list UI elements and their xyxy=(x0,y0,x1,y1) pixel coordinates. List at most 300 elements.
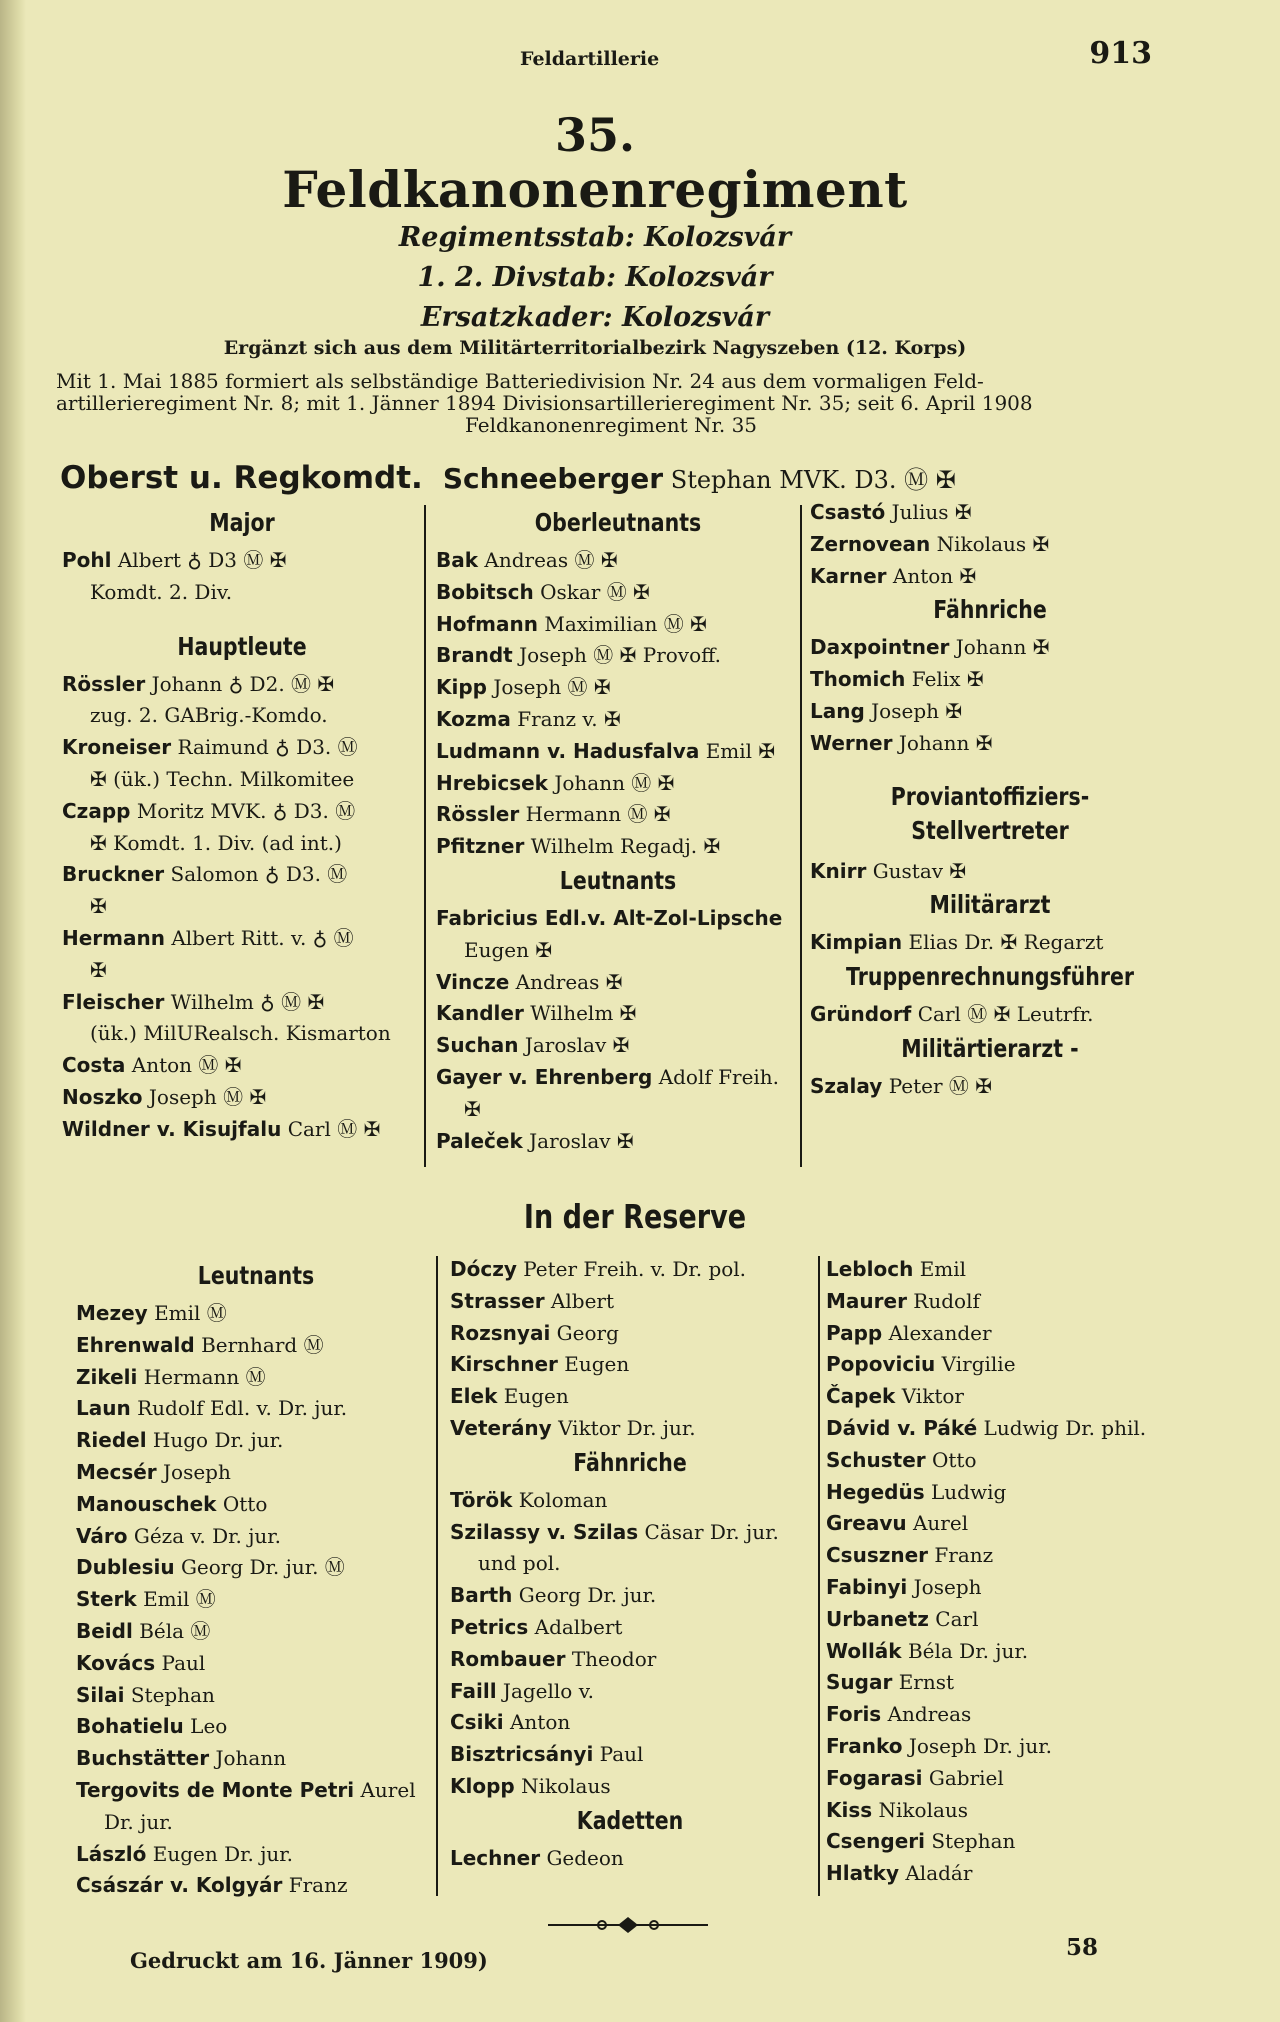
entry-continuation xyxy=(62,1018,422,1050)
officer-surname: Kipp xyxy=(436,675,487,700)
officer-entry xyxy=(436,903,800,935)
officer-details: Felix ✠ xyxy=(911,667,984,692)
officer-details: Emil Ⓜ xyxy=(143,1587,216,1612)
history-line: Feldkanonenregiment Nr. 35 xyxy=(464,413,758,437)
regiment-number: 35. xyxy=(554,108,636,162)
officer-details: Albert ♁ D3 Ⓜ ✠ xyxy=(117,548,287,572)
entry-continuation xyxy=(62,891,422,923)
officer-surname: Elek xyxy=(450,1384,498,1409)
officer-details: Georg Dr. jur. xyxy=(518,1583,657,1608)
officer-details: Anton xyxy=(509,1710,571,1735)
officer-details: Andreas ✠ xyxy=(515,969,623,994)
officer-entry xyxy=(76,1839,436,1871)
officer-surname: Rozsnyai xyxy=(450,1320,551,1345)
officer-surname: Laun xyxy=(76,1396,131,1421)
officer-details: Gustav ✠ xyxy=(872,858,967,883)
officer-entry xyxy=(826,1540,1186,1572)
officer-entry xyxy=(450,1517,810,1549)
officer-details: Joseph Ⓜ ✠ xyxy=(148,1084,267,1109)
officer-details: Joseph Ⓜ ✠ Provoff. xyxy=(519,643,722,668)
officer-entry xyxy=(826,1508,1186,1540)
officer-surname: Rombauer xyxy=(450,1646,566,1671)
officer-entry xyxy=(76,1425,436,1457)
officer-entry xyxy=(826,1699,1186,1731)
officer-entry xyxy=(450,1644,810,1676)
officer-entry xyxy=(826,1763,1186,1795)
section-heading: Leutnants xyxy=(197,1261,315,1290)
section-heading: Leutnants xyxy=(559,865,677,895)
officer-entry xyxy=(76,1521,436,1553)
officer-entry xyxy=(810,561,1170,593)
officer-details: Adalbert xyxy=(534,1614,623,1639)
officer-surname: Wildner v. Kisujfalu xyxy=(62,1116,282,1141)
officer-details: Anton Ⓜ ✠ xyxy=(131,1053,242,1078)
reserve-officers-column-3 xyxy=(826,1254,1186,1890)
officer-details: Johann ✠ xyxy=(898,730,993,755)
officer-entry xyxy=(810,497,1170,529)
officer-entry xyxy=(810,664,1170,696)
officer-surname: Dublesiu xyxy=(76,1555,175,1580)
officer-entry xyxy=(62,545,422,577)
officer-surname: Hofmann xyxy=(436,611,538,636)
reserve-cadre-line: Ersatzkader: Kolozsvár xyxy=(420,302,770,333)
spacer xyxy=(62,609,422,629)
officer-details: Gabriel xyxy=(928,1765,1004,1790)
officer-surname: Sterk xyxy=(76,1587,137,1612)
officer-entry xyxy=(826,1254,1186,1286)
officer-entry xyxy=(810,1071,1170,1103)
entry-continuation xyxy=(436,1094,800,1126)
officer-surname: Bisztricsányi xyxy=(450,1742,594,1767)
officer-surname: Pfitzner xyxy=(436,834,525,859)
officer-details: Carl xyxy=(935,1606,979,1631)
officer-surname: Klopp xyxy=(450,1773,515,1798)
regiment-history xyxy=(56,370,1166,436)
officer-details: Jaroslav ✠ xyxy=(529,1128,634,1153)
officer-details: Eugen xyxy=(503,1384,569,1409)
officer-entry xyxy=(450,1254,810,1286)
officer-entry xyxy=(450,1843,810,1875)
officer-details: Eugen xyxy=(564,1352,630,1377)
officer-entry xyxy=(62,669,422,701)
officer-details: Nikolaus xyxy=(521,1773,611,1798)
officer-details: Carl Ⓜ ✠ Leutrfr. xyxy=(917,1002,1094,1027)
officer-surname: Rössler xyxy=(62,671,146,696)
entry-continuation xyxy=(62,955,422,987)
officer-surname: Vincze xyxy=(436,969,510,994)
section-heading: Fähnriche xyxy=(573,1447,687,1477)
officer-entry xyxy=(62,796,422,828)
officer-entry xyxy=(826,1349,1186,1381)
officer-entry xyxy=(450,1318,810,1350)
officer-entry xyxy=(810,632,1170,664)
officer-details: Eugen Dr. jur. xyxy=(152,1841,294,1866)
officer-details: ✠ xyxy=(90,894,107,919)
officer-surname: Dóczy xyxy=(450,1257,517,1281)
officer-details: (ük.) MilURealsch. Kismarton xyxy=(90,1021,391,1046)
officer-surname: Gründorf xyxy=(810,1002,912,1027)
officer-entry xyxy=(76,1616,436,1648)
officer-entry xyxy=(450,1771,810,1803)
officer-details: Peter Ⓜ ✠ xyxy=(888,1073,992,1098)
officer-details: Maximilian Ⓜ ✠ xyxy=(544,611,707,636)
officer-surname: Bobitsch xyxy=(436,579,534,604)
officer-surname: Hegedüs xyxy=(826,1479,925,1504)
officer-details: Ludwig Dr. phil. xyxy=(983,1415,1147,1440)
officer-surname: Ehrenwald xyxy=(76,1332,195,1357)
recruitment-district: Ergänzt sich aus dem Militärterritorialbezirk Nagyszeben (12. Korps) xyxy=(223,337,967,359)
officer-entry xyxy=(826,1636,1186,1668)
officer-details: Aurel xyxy=(360,1777,416,1802)
officer-details: Hugo Dr. jur. xyxy=(152,1428,284,1453)
officer-entry xyxy=(450,1485,810,1517)
officer-surname: Kroneiser xyxy=(62,735,172,760)
officer-details: Rudolf Edl. v. Dr. jur. xyxy=(137,1396,348,1421)
officer-details: Joseph xyxy=(163,1459,231,1484)
officer-details: Gedeon xyxy=(546,1845,624,1870)
officer-entry xyxy=(76,1648,436,1680)
officer-surname: Pohl xyxy=(62,548,112,572)
active-officers-column-2 xyxy=(436,505,800,1157)
spacer xyxy=(810,760,1170,780)
entry-continuation xyxy=(436,935,800,967)
officer-surname: Török xyxy=(450,1487,513,1512)
officer-surname: László xyxy=(76,1841,147,1866)
officer-entry xyxy=(62,859,422,891)
officer-details: Johann Ⓜ ✠ xyxy=(554,770,675,795)
officer-surname: Noszko xyxy=(62,1084,143,1109)
officer-details: Géza v. Dr. jur. xyxy=(133,1523,282,1548)
officer-surname: Dávid v. Páké xyxy=(826,1415,978,1440)
section-heading: Truppenrechnungsführer xyxy=(846,962,1134,992)
officer-details: Julius ✠ xyxy=(891,500,972,524)
officer-details: Jagello v. xyxy=(502,1678,594,1703)
officer-entry xyxy=(826,1826,1186,1858)
officer-details: Albert Ritt. v. ♁ Ⓜ xyxy=(171,925,354,950)
officer-entry xyxy=(76,1711,436,1743)
officer-details: Béla Ⓜ xyxy=(139,1618,211,1643)
regiment-title: Feldkanonenregiment xyxy=(282,160,908,219)
officer-entry xyxy=(826,1604,1186,1636)
officer-entry xyxy=(436,998,800,1030)
officer-details: Eugen ✠ xyxy=(464,937,553,962)
officer-entry xyxy=(436,831,800,863)
officer-details: Joseph Dr. jur. xyxy=(908,1733,1052,1758)
officer-surname: Silai xyxy=(76,1682,125,1707)
officer-entry xyxy=(810,529,1170,561)
officer-entry xyxy=(826,1858,1186,1890)
officer-surname: Maurer xyxy=(826,1288,907,1313)
officer-entry xyxy=(810,696,1170,728)
history-line: artillerieregiment Nr. 8; mit 1. Jänner 1894 Divisionsartillerieregiment Nr. 35; seit 6. April 1908 xyxy=(56,391,1033,415)
officer-entry xyxy=(810,999,1170,1031)
officer-details: Virgilie xyxy=(941,1352,1016,1377)
officer-surname: Hermann xyxy=(62,925,165,950)
officer-surname: Paleček xyxy=(436,1128,523,1153)
officer-entry xyxy=(76,1457,436,1489)
entry-continuation xyxy=(62,577,422,609)
officer-details: Oskar Ⓜ ✠ xyxy=(540,579,650,604)
officer-surname: Zikeli xyxy=(76,1364,138,1389)
officer-surname: Kirschner xyxy=(450,1352,558,1377)
officer-entry xyxy=(76,1298,436,1330)
officer-details: Theodor xyxy=(571,1646,657,1671)
officer-entry xyxy=(436,545,800,577)
officer-surname: Ludmann v. Hadusfalva xyxy=(436,738,700,763)
officer-surname: Buchstätter xyxy=(76,1746,210,1771)
officer-entry xyxy=(826,1381,1186,1413)
officer-details: Koloman xyxy=(518,1487,608,1512)
officer-surname: Tergovits de Monte Petri xyxy=(76,1777,355,1802)
officer-surname: Kandler xyxy=(436,1001,524,1026)
officer-entry xyxy=(76,1362,436,1394)
officer-entry xyxy=(76,1393,436,1425)
page-number: 913 xyxy=(1089,36,1152,71)
officer-details: Joseph xyxy=(913,1574,982,1599)
officer-surname: Lechner xyxy=(450,1845,541,1870)
officer-entry xyxy=(450,1286,810,1318)
officer-details: Jaroslav ✠ xyxy=(524,1033,630,1058)
officer-entry xyxy=(826,1795,1186,1827)
officer-surname: Hlatky xyxy=(826,1861,899,1886)
officer-entry xyxy=(62,1114,422,1146)
officer-surname: Karner xyxy=(810,563,887,588)
officer-surname: Bruckner xyxy=(62,862,165,887)
officer-entry xyxy=(436,609,800,641)
officer-surname: Popoviciu xyxy=(826,1352,936,1377)
officer-surname: Franko xyxy=(826,1733,903,1758)
officer-details: Nikolaus xyxy=(878,1797,969,1822)
officer-entry xyxy=(436,799,800,831)
officer-surname: Wollák xyxy=(826,1638,902,1663)
officer-surname: Csiki xyxy=(450,1710,504,1735)
officer-entry xyxy=(450,1707,810,1739)
section-heading: Proviantoffiziers-Stellvertreter xyxy=(890,781,1090,845)
officer-surname: Fabinyi xyxy=(826,1574,908,1599)
officer-surname: Faill xyxy=(450,1678,497,1703)
officer-surname: Brandt xyxy=(436,643,513,668)
officer-surname: Barth xyxy=(450,1583,513,1608)
officer-entry xyxy=(76,1743,436,1775)
officer-surname: Bak xyxy=(436,548,479,572)
officer-surname: Riedel xyxy=(76,1428,147,1453)
officer-details: Emil xyxy=(919,1257,967,1281)
officer-details: Dr. jur. xyxy=(104,1809,173,1834)
signature-mark: 58 xyxy=(1066,1934,1099,1961)
officer-entry xyxy=(450,1349,810,1381)
officer-surname: Kiss xyxy=(826,1797,873,1822)
officer-details: Bernhard Ⓜ xyxy=(201,1332,324,1357)
officer-surname: Čapek xyxy=(826,1384,896,1409)
officer-surname: Costa xyxy=(62,1053,126,1078)
officer-surname: Rössler xyxy=(436,802,520,827)
officer-details: Anton ✠ xyxy=(892,563,977,588)
officer-details: Raimund ♁ D3. Ⓜ xyxy=(177,735,358,760)
officer-details: Ernst xyxy=(898,1670,955,1695)
officer-surname: Beidl xyxy=(76,1618,133,1643)
officer-surname: Szilassy v. Szilas xyxy=(450,1519,639,1544)
officer-details: Emil ✠ xyxy=(705,738,776,763)
officer-details: Otto xyxy=(222,1491,268,1516)
officer-entry xyxy=(76,1870,436,1902)
officer-details: Béla Dr. jur. xyxy=(907,1638,1029,1663)
officer-surname: Kimpian xyxy=(810,930,903,955)
officer-details: zug. 2. GABrig.-Komdo. xyxy=(90,703,328,728)
officer-details: Wilhelm ✠ xyxy=(530,1001,637,1026)
officer-surname: Fogarasi xyxy=(826,1765,923,1790)
officer-entry xyxy=(76,1552,436,1584)
entry-continuation xyxy=(62,700,422,732)
officer-entry xyxy=(76,1330,436,1362)
officer-entry xyxy=(62,1050,422,1082)
commander-details: Stephan MVK. D3. Ⓜ ✠ xyxy=(670,466,956,494)
officer-entry xyxy=(62,732,422,764)
officer-details: Georg xyxy=(556,1320,619,1345)
officer-details: ✠ xyxy=(90,957,107,982)
officer-details: Hermann Ⓜ ✠ xyxy=(525,802,671,827)
officer-surname: Foris xyxy=(826,1702,882,1727)
officer-entry xyxy=(826,1731,1186,1763)
officer-details: Paul xyxy=(599,1742,644,1767)
officer-details: Franz v. ✠ xyxy=(517,706,621,731)
officer-details: Albert xyxy=(550,1288,614,1313)
officer-surname: Petrics xyxy=(450,1614,529,1639)
regimental-staff-line: Regimentsstab: Kolozsvár xyxy=(398,222,792,253)
officer-details: Stephan xyxy=(130,1682,215,1707)
officer-surname: Thomich xyxy=(810,667,906,692)
officer-entry xyxy=(76,1680,436,1712)
officer-surname: Csastó xyxy=(810,500,886,524)
officer-entry xyxy=(62,923,422,955)
officer-surname: Hrebicsek xyxy=(436,770,548,795)
officer-surname: Csengeri xyxy=(826,1829,925,1854)
officer-details: Georg Dr. jur. Ⓜ xyxy=(180,1555,345,1580)
officer-surname: Gayer v. Ehrenberg xyxy=(436,1064,653,1089)
officer-surname: Urbanetz xyxy=(826,1606,929,1631)
officer-entry xyxy=(826,1667,1186,1699)
officer-details: Nikolaus ✠ xyxy=(936,531,1050,556)
officer-surname: Schuster xyxy=(826,1447,926,1472)
officer-entry xyxy=(436,1030,800,1062)
section-heading: Major xyxy=(209,508,275,537)
officer-surname: Suchan xyxy=(436,1033,519,1058)
officer-details: ✠ xyxy=(464,1096,481,1121)
officer-entry xyxy=(436,1126,800,1158)
officer-surname: Csuszner xyxy=(826,1543,929,1568)
officer-entry xyxy=(826,1318,1186,1350)
column-divider xyxy=(436,1256,438,1896)
officer-surname: Kovács xyxy=(76,1650,156,1675)
officer-details: Salomon ♁ D3. Ⓜ xyxy=(170,862,348,887)
officer-details: Peter Freih. v. Dr. pol. xyxy=(523,1257,747,1281)
officer-entry xyxy=(450,1580,810,1612)
officer-entry xyxy=(76,1489,436,1521)
officer-details: Franz xyxy=(934,1543,994,1568)
officer-entry xyxy=(436,736,800,768)
entry-continuation xyxy=(62,764,422,796)
officer-surname: Lang xyxy=(810,698,865,723)
officer-surname: Greavu xyxy=(826,1511,907,1536)
reserve-officers-column-2 xyxy=(450,1254,810,1875)
officer-surname: Mezey xyxy=(76,1301,148,1325)
entry-continuation xyxy=(76,1807,436,1839)
officer-entry xyxy=(436,768,800,800)
officer-details: Franz xyxy=(288,1873,348,1898)
section-heading: Fähnriche xyxy=(933,595,1047,625)
officer-entry xyxy=(450,1676,810,1708)
officer-entry xyxy=(436,672,800,704)
officer-entry xyxy=(76,1584,436,1616)
reserve-heading: In der Reserve xyxy=(523,1197,747,1236)
officer-entry xyxy=(436,704,800,736)
section-heading: Hauptleute xyxy=(177,631,307,661)
section-heading: Oberleutnants xyxy=(534,508,702,537)
officer-details: Stephan xyxy=(931,1829,1016,1854)
officer-surname: Kozma xyxy=(436,706,511,731)
officer-surname: Lebloch xyxy=(826,1257,914,1281)
officer-surname: Knirr xyxy=(810,858,867,883)
officer-details: Andreas xyxy=(887,1702,972,1727)
officer-details: Joseph ✠ xyxy=(871,698,963,723)
officer-details: Johann ♁ D2. Ⓜ ✠ xyxy=(151,671,335,696)
column-divider xyxy=(800,505,802,1167)
section-heading: Kadetten xyxy=(576,1805,684,1835)
ornament-divider-icon xyxy=(548,1914,708,1936)
officer-details: Emil Ⓜ xyxy=(154,1301,227,1325)
officer-surname: Papp xyxy=(826,1320,883,1345)
officer-surname: Werner xyxy=(810,730,893,755)
officer-entry xyxy=(450,1381,810,1413)
officer-details: Leo xyxy=(190,1714,228,1739)
officer-entry xyxy=(826,1572,1186,1604)
officer-surname: Szalay xyxy=(810,1073,883,1098)
officer-details: ✠ Komdt. 1. Div. (ad int.) xyxy=(90,830,342,855)
officer-surname: Strasser xyxy=(450,1288,545,1313)
officer-entry xyxy=(450,1612,810,1644)
officer-entry xyxy=(436,640,800,672)
officer-details: Ludwig xyxy=(931,1479,1007,1504)
officer-details: Viktor Dr. jur. xyxy=(558,1415,696,1440)
officer-surname: Zernovean xyxy=(810,531,931,556)
officer-entry xyxy=(76,1775,436,1807)
officer-details: Johann xyxy=(215,1746,287,1771)
officer-surname: Manouschek xyxy=(76,1491,217,1516)
running-head: Feldartillerie xyxy=(520,48,660,70)
officer-surname: Daxpointner xyxy=(810,635,950,660)
officer-surname: Fleischer xyxy=(62,989,165,1014)
officer-details: Rudolf xyxy=(913,1288,980,1313)
printed-date: Gedruckt am 16. Jänner 1909) xyxy=(130,1948,488,1973)
active-officers-column-3 xyxy=(810,497,1170,1103)
officer-entry xyxy=(826,1286,1186,1318)
officer-details: Carl Ⓜ ✠ xyxy=(287,1116,381,1141)
officer-details: Adolf Freih. xyxy=(658,1064,780,1089)
officer-entry xyxy=(450,1739,810,1771)
commander-rank: Oberst u. Regkomdt. xyxy=(60,460,423,496)
column-divider xyxy=(424,505,426,1167)
officer-details: Moritz MVK. ♁ D3. Ⓜ xyxy=(136,798,356,823)
officer-surname: Fabricius Edl.v. Alt-Zol-Lipsche xyxy=(436,905,783,930)
officer-surname: Császár v. Kolgyár xyxy=(76,1873,283,1898)
officer-details: Otto xyxy=(932,1447,977,1472)
officer-details: Viktor xyxy=(901,1384,964,1409)
officer-entry xyxy=(62,987,422,1019)
section-heading: Militärtierarzt - xyxy=(901,1033,1079,1063)
officer-entry xyxy=(826,1445,1186,1477)
officer-surname: Veterány xyxy=(450,1415,552,1440)
entry-continuation xyxy=(450,1548,810,1580)
officer-entry xyxy=(826,1413,1186,1445)
